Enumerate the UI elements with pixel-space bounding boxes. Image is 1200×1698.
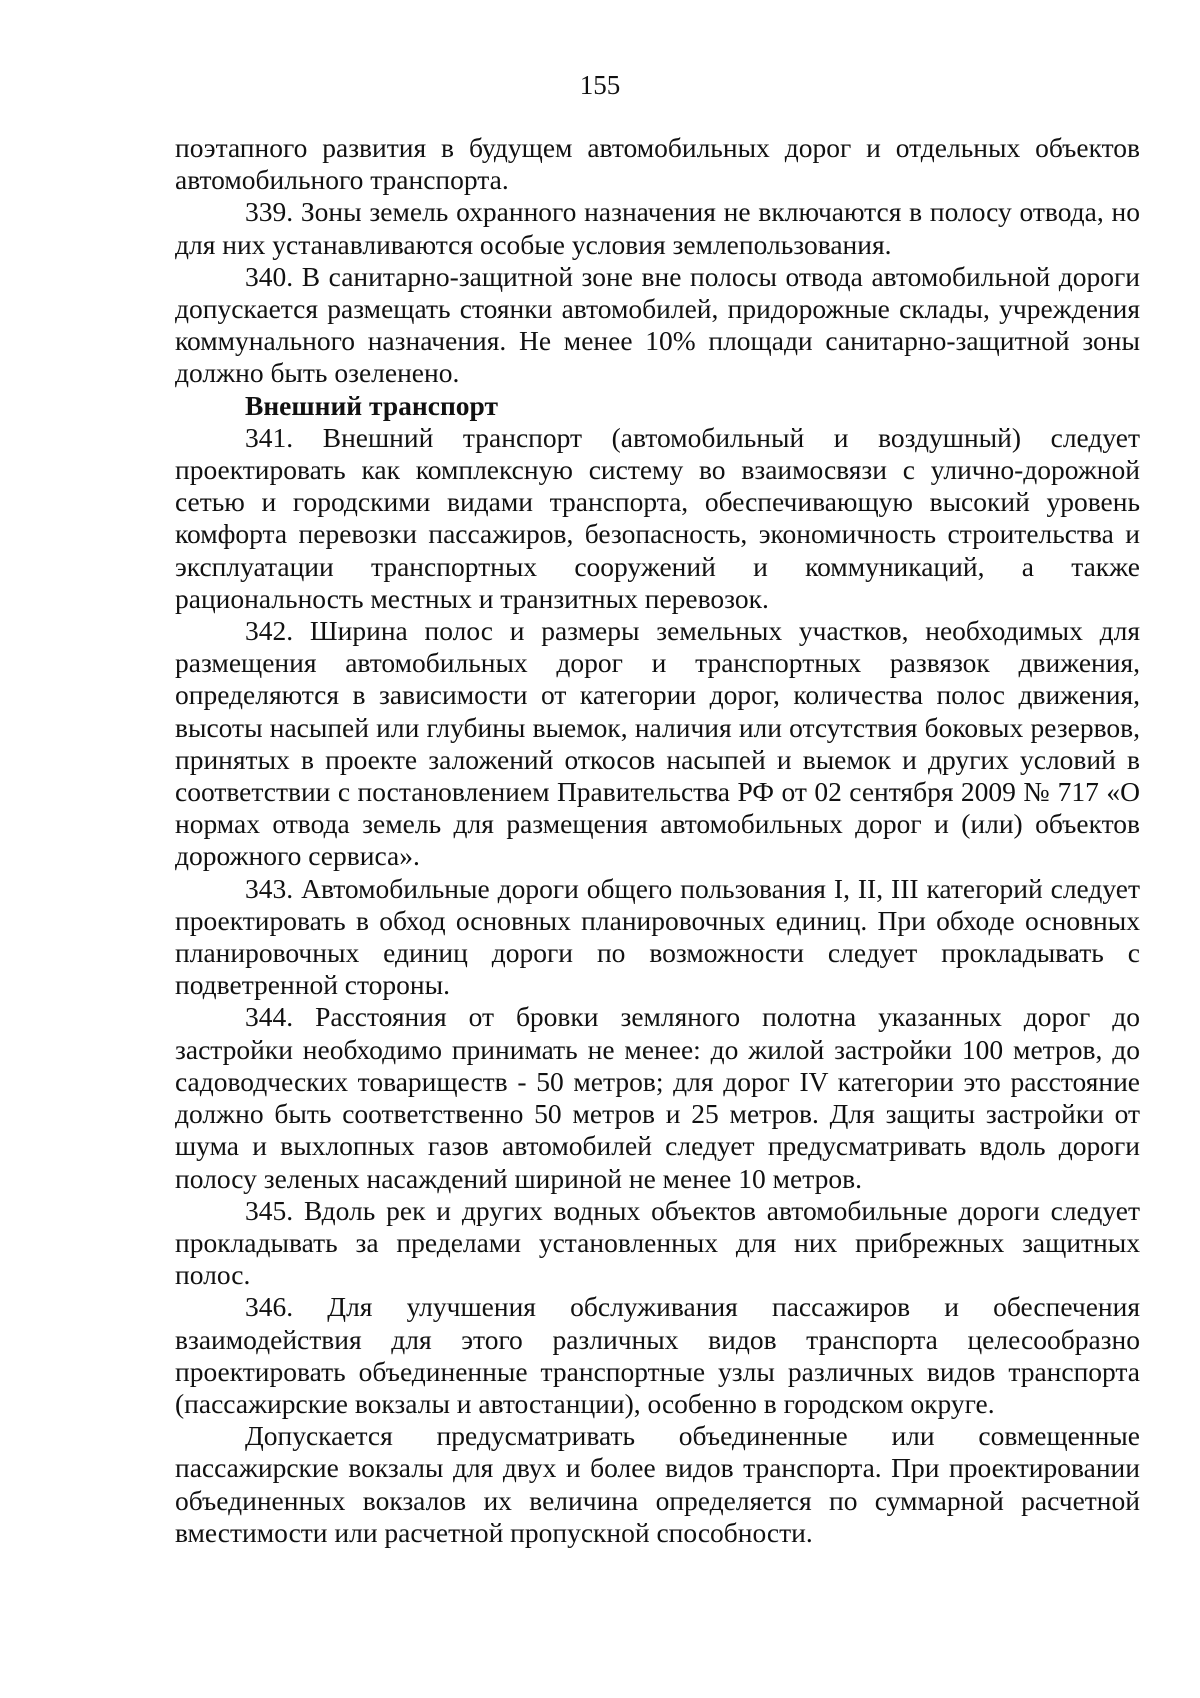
- section-heading: Внешний транспорт: [245, 389, 498, 421]
- paragraph-339: 339. Зоны земель охранного назначения не включаются в полосу отвода, но для них устанавливаются особые условия землепользования.: [175, 196, 1140, 260]
- paragraph-344: 344. Расстояния от бровки земляного полотна указанных дорог до застройки необходимо принимать не менее: до жилой застройки 100 метров, до садоводческих товариществ - 50 метров; для дорог IV категории это расстояние должно быть соответственно 50 метров и 25 метров. Для защиты застройки от шума и выхлопных газов автомобилей следует предусматривать вдоль дороги полосу зеленых насаждений шириной не менее 10 метров.: [175, 1001, 1140, 1194]
- paragraph-345: 345. Вдоль рек и других водных объектов автомобильные дороги следует прокладывать за пределами установленных для них прибрежных защитных полос.: [175, 1194, 1140, 1291]
- page-number: 155: [579, 70, 621, 100]
- paragraph-341: 341. Внешний транспорт (автомобильный и воздушный) следует проектировать как комплексную систему во взаимосвязи с улично-дорожной сетью и городскими видами транспорта, обеспечивающую высокий уровень комфорта перевозки пассажиров, безопасность, экономичность строительства и эксплуатации транспортных сооружений и коммуникаций, а также рациональность местных и транзитных перевозок.: [175, 421, 1140, 614]
- paragraph-346-continued: Допускается предусматривать объединенные или совмещенные пассажирские вокзалы для двух и более видов транспорта. При проектировании объединенных вокзалов их величина определяется по суммарной расчетной вместимости или расчетной пропускной способности.: [175, 1420, 1140, 1548]
- paragraph-343: 343. Автомобильные дороги общего пользования I, II, III категорий следует проектировать в обход основных планировочных единиц. При обходе основных планировочных единиц дороги по возможности следует прокладывать с подветренной стороны.: [175, 872, 1140, 1001]
- document-body: [175, 132, 1140, 1549]
- paragraph-342: 342. Ширина полос и размеры земельных участков, необходимых для размещения автомобильных дорог и транспортных развязок движения, определяются в зависимости от категории дорог, количества полос движения, высоты насыпей или глубины выемок, наличия или отсутствия боковых резервов, принятых в проекте заложений откосов насыпей и выемок и других условий в соответствии с постановлением Правительства РФ от 02 сентября 2009 № 717 «О нормах отвода земель для размещения автомобильных дорог и (или) объектов дорожного сервиса».: [175, 615, 1140, 872]
- paragraph-340: 340. В санитарно-защитной зоне вне полосы отвода автомобильной дороги допускается размещать стоянки автомобилей, придорожные склады, учреждения коммунального назначения. Не менее 10% площади санитарно-защитной зоны должно быть озеленено.: [175, 260, 1140, 389]
- paragraph-continuation: поэтапного развития в будущем автомобильных дорог и отдельных объектов автомобильного транспорта.: [175, 132, 1140, 196]
- paragraph-346: 346. Для улучшения обслуживания пассажиров и обеспечения взаимодействия для этого различных видов транспорта целесообразно проектировать объединенные транспортные узлы различных видов транспорта (пассажирские вокзалы и автостанции), особенно в городском округе.: [175, 1291, 1140, 1419]
